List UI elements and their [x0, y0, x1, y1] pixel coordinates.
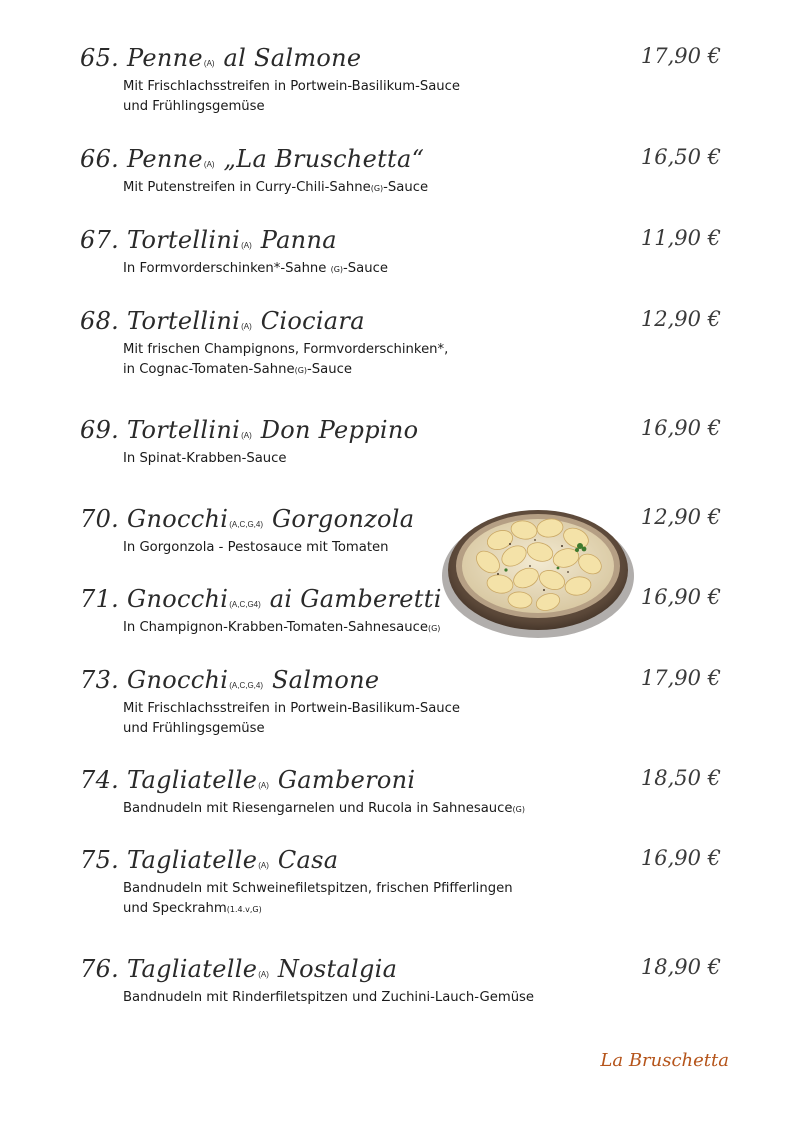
dish-name: Tortellini [127, 416, 241, 444]
description-text: In Champignon-Krabben-Tomaten-Sahnesauce [123, 620, 428, 635]
dish-description [123, 178, 428, 199]
dish-name-suffix: Nostalgia [277, 955, 398, 983]
dish-name-suffix: Panna [260, 226, 337, 254]
dish-description [123, 538, 389, 558]
description-line: Mit frischen Champignons, Formvorderschinken*, [123, 342, 449, 357]
dish-price: 11,90 € [640, 226, 721, 250]
dish-description [123, 699, 460, 739]
dish-name-suffix: „La Bruschetta“ [223, 145, 425, 173]
dish-name: Penne [127, 44, 203, 72]
gnocchi-dish-photo [440, 500, 636, 640]
description-line: Mit Frischlachsstreifen in Portwein-Basilikum-Sauce [123, 79, 460, 94]
description-line: Mit Frischlachsstreifen in Portwein-Basilikum-Sauce [123, 701, 460, 716]
description-text: In Formvorderschinken*-Sahne [123, 261, 331, 276]
dish-name: Tortellini [127, 226, 241, 254]
dish-price: 16,90 € [640, 846, 721, 870]
dish-number: 66. [80, 145, 120, 173]
dish-number: 65. [80, 44, 120, 72]
dish-description [123, 259, 388, 280]
allergen-code: (A) [203, 59, 215, 68]
allergen-code: (A,C,G,4) [229, 520, 263, 529]
dish-price: 12,90 € [640, 505, 721, 529]
dish-number: 70. [80, 505, 120, 533]
dish-number: 75. [80, 846, 120, 874]
allergen-code: (A) [241, 322, 252, 331]
description-text: in Cognac-Tomaten-Sahne [123, 362, 295, 377]
description-line: Bandnudeln mit Rinderfiletspitzen und Zuchini-Lauch-Gemüse [123, 990, 535, 1005]
allergen-code: (A) [258, 781, 269, 790]
description-line: und Frühlingsgemüse [123, 99, 265, 114]
description-line [123, 618, 440, 639]
allergen-code: (A,C,G,4) [229, 681, 263, 690]
dish-number: 74. [80, 766, 120, 794]
dish-price: 12,90 € [640, 307, 721, 331]
allergen-code: (G) [427, 624, 441, 633]
dish-name-suffix: al Salmone [223, 44, 362, 72]
dish-price: 18,90 € [640, 955, 721, 979]
dish-name-suffix: ai Gamberetti [269, 585, 442, 613]
dish-description [123, 988, 534, 1008]
allergen-code: (A) [241, 241, 252, 250]
description-line [123, 899, 513, 920]
dish-name-suffix: Gorgonzola [271, 505, 415, 533]
dish-name: Tortellini [127, 307, 241, 335]
dish-name: Tagliatelle [127, 846, 258, 874]
description-line: Bandnudeln mit Schweinefiletspitzen, frischen Pfifferlingen [123, 881, 513, 896]
dish-name-suffix: Ciociara [260, 307, 365, 335]
dish-price: 16,90 € [640, 416, 721, 440]
dish-name: Penne [127, 145, 203, 173]
allergen-code: (A) [241, 431, 252, 440]
dish-name: Gnocchi [127, 666, 229, 694]
description-text: -Sauce [383, 180, 429, 195]
dish-price: 18,50 € [640, 766, 721, 790]
dish-description [123, 799, 525, 820]
allergen-code: (G) [370, 184, 384, 193]
dish-name: Tagliatelle [127, 766, 258, 794]
description-line [123, 799, 525, 820]
dish-name: Gnocchi [127, 585, 229, 613]
dish-name-suffix: Gamberoni [277, 766, 416, 794]
dish-name: Tagliatelle [127, 955, 258, 983]
dish-number: 76. [80, 955, 120, 983]
description-text: -Sauce [307, 362, 352, 377]
dish-name: Gnocchi [127, 505, 229, 533]
description-line: und Frühlingsgemüse [123, 721, 265, 736]
description-line: In Spinat-Krabben-Sauce [123, 451, 287, 466]
allergen-code: (G) [512, 805, 525, 814]
dish-description [123, 449, 287, 469]
description-line [123, 259, 388, 280]
dish-number: 69. [80, 416, 120, 444]
dish-number: 71. [80, 585, 120, 613]
dish-description [123, 879, 513, 920]
allergen-code: (A) [258, 861, 269, 870]
description-text: und Speckrahm [123, 901, 227, 916]
description-line [123, 360, 448, 381]
description-text: Mit Putenstreifen in Curry-Chili-Sahne [123, 180, 371, 195]
dish-number: 67. [80, 226, 120, 254]
dish-number: 73. [80, 666, 120, 694]
description-line [123, 178, 428, 199]
dish-name-suffix: Don Peppino [260, 416, 419, 444]
allergen-code: (A) [203, 160, 215, 169]
description-line: In Gorgonzola - Pestosauce mit Tomaten [123, 540, 389, 555]
dish-price: 16,90 € [640, 585, 721, 609]
dish-price: 17,90 € [640, 666, 721, 690]
allergen-code: (G) [330, 265, 344, 274]
brand-signature: La Bruschetta [600, 1050, 729, 1071]
dish-description [123, 618, 440, 639]
allergen-code: (A,C,G4) [229, 600, 261, 609]
dish-price: 17,90 € [640, 44, 721, 68]
dish-name-suffix: Casa [277, 846, 339, 874]
dish-description [123, 340, 448, 381]
dish-price: 16,50 € [640, 145, 721, 169]
description-text: -Sauce [343, 261, 388, 276]
allergen-code: (1.4.v,G) [226, 905, 262, 914]
dish-name-suffix: Salmone [271, 666, 380, 694]
allergen-code: (A) [258, 970, 269, 979]
allergen-code: (G) [294, 366, 308, 375]
dish-number: 68. [80, 307, 120, 335]
description-text: Bandnudeln mit Riesengarnelen und Rucola in Sahnesauce [123, 801, 513, 816]
dish-description [123, 77, 460, 117]
